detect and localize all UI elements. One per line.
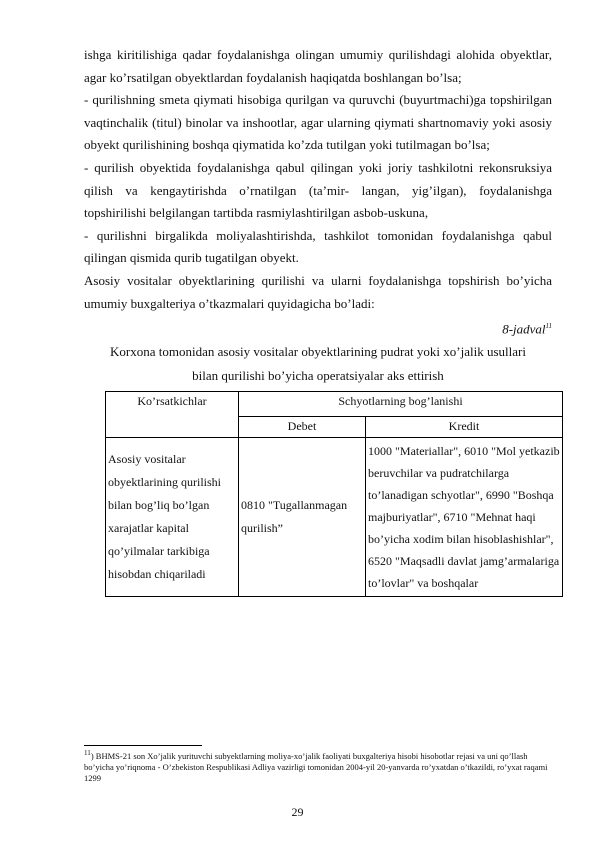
- cell-indicator: Asosiy vositalar obyektlarining qurilishi bilan bog’liq bo’lgan xarajatlar kapital qo’yilmalar tarkibiga hisobdan chiqariladi: [106, 438, 239, 597]
- paragraph-3: - qurilish obyektida foydalanishga qabul qilingan yoki joriy tashkilotni rekonsruksiya qilish va kengaytirishda o’rnatilgan (ta’mir- langan, yig’ilgan), foydalanishga topshirilishi belgilangan tartibda rasmiylashtirilgan asbob-uskuna,: [84, 159, 552, 221]
- header-accounts: Schyotlarning bog’lanishi: [239, 392, 563, 417]
- paragraph-4: - qurilishni birgalikda moliyalashtirishda, tashkilot tomonidan foydalanishga qabul qilingan qismida qurib tugatilgan obyekt.: [84, 227, 552, 266]
- paragraph-1: ishga kiritilishiga qadar foydalanishga olingan umumiy qurilishdagi alohida obyektlar, agar ko’rsatilgan obyektlardan foydalanish haqiqatda boshlangan bo’lsa;: [84, 47, 552, 85]
- header-indicators: Ko’rsatkichlar: [106, 392, 239, 438]
- header-kredit: Kredit: [366, 417, 563, 438]
- table-label-text: 8-jadval: [502, 321, 546, 337]
- paragraph-2: - qurilishning smeta qiymati hisobiga qurilgan va quruvchi (buyurtmachi)ga topshirilgan vaqtinchalik (titul) binolar va inshootlar, agar ularning qiymati shartnomaviy yoki asosiy obyekt qurilishining boshqa qiymatida ko’zda tutilgan yoki tutilmagan bo’lsa;: [84, 92, 552, 153]
- table-caption-line-1: Korxona tomonidan asosiy vositalar obyektlarining pudrat yoki xo’jalik usullari: [110, 344, 526, 360]
- table-label-sup: 11: [545, 322, 552, 331]
- page-content: [84, 44, 560, 597]
- table-caption-line-2: bilan qurilishi bo’yicha operatsiyalar aks ettirish: [192, 368, 444, 384]
- table-label: [84, 315, 552, 340]
- cell-debet: 0810 "Tugallanmagan qurilish”: [239, 438, 366, 597]
- header-debet: Debet: [239, 417, 366, 438]
- page-number: 29: [291, 805, 304, 819]
- accounts-table: [105, 391, 563, 597]
- paragraph-5: Asosiy vositalar obyektlarining qurilishi va ularni foydalanishga topshirish bo’yicha umumiy buxgalteriya o’tkazmalari quyidagicha bo’ladi:: [84, 272, 552, 311]
- footnote-marker: 11: [84, 749, 91, 757]
- table-row: [106, 438, 563, 597]
- footnote-separator: [84, 745, 202, 746]
- cell-kredit: 1000 "Materiallar", 6010 "Mol yetkazib beruvchilar va pudratchilarga to’lanadigan schyotlar", 6990 "Boshqa majburiyatlar", 6710 "Mehnat haqi bo’yicha xodim bilan hisoblashishlar", 6520 "Maqsadli davlat jamg’armalariga to’lovlar" va boshqalar: [366, 438, 563, 597]
- footnote-text: ) BHMS-21 son Xo’jalik yurituvchi subyektlarning moliya-xo’jalik faoliyati buxgalteriya hisobi hisobotlar rejasi va uni qo’llash bo’yicha yo’riqnoma - O’zbekiston Respublikasi Adliya vazirligi tomonidan 2004-yil 20-yanvarda ro’yxatdan o’tkazildi, ro’yxat raqami 1299: [84, 750, 548, 783]
- footnote: [84, 748, 554, 784]
- table-header-row: [106, 392, 563, 417]
